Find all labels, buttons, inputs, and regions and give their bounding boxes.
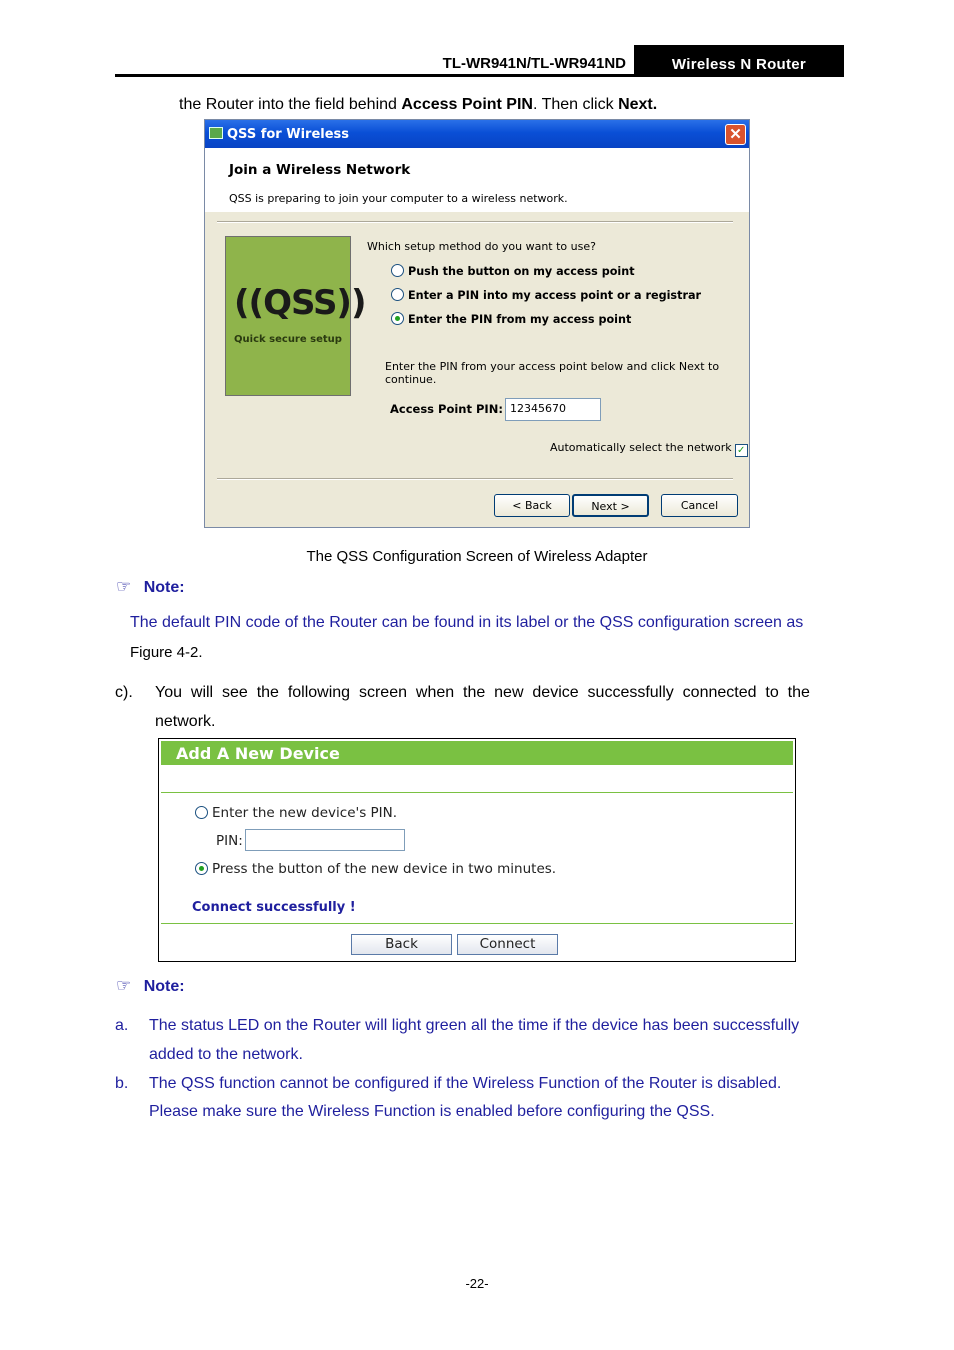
note-1-label: Note: — [143, 579, 185, 596]
qss-option-label: Enter the PIN from my access point — [408, 313, 632, 326]
intro-bold-2: Next. — [618, 96, 658, 113]
qss-option-enter-pin-from-ap[interactable] — [391, 312, 631, 328]
figure-caption: The QSS Configuration Screen of Wireless Adapter — [306, 548, 648, 565]
cancel-button[interactable]: Cancel — [661, 494, 738, 517]
qss-window-title: QSS for Wireless — [227, 127, 350, 142]
add-device-panel — [158, 738, 796, 962]
qss-option-enter-pin-into-ap[interactable] — [391, 288, 701, 304]
device-pin-label: PIN: — [216, 833, 243, 849]
pointing-hand-icon: ☞ — [116, 577, 132, 596]
add-device-title-bar — [161, 741, 793, 765]
qss-instruction: Enter the PIN from your access point below and click Next to continue. — [385, 360, 720, 386]
back-button[interactable]: < Back — [494, 494, 570, 517]
intro-text-1: the Router into the field behind — [179, 96, 402, 113]
qss-subheading: QSS is preparing to join your computer to a wireless network. — [229, 192, 568, 205]
qss-option-label: Enter a PIN into my access point or a registrar — [408, 289, 702, 302]
device-pin-input[interactable] — [245, 829, 405, 851]
intro-paragraph — [179, 94, 657, 116]
qss-logo-panel — [225, 236, 366, 396]
note-1-header — [116, 577, 185, 597]
qss-logo-tagline: Quick secure setup — [234, 334, 342, 345]
add-device-title: Add A New Device — [176, 744, 340, 763]
qss-window — [204, 119, 750, 528]
auto-select-network[interactable] — [550, 441, 748, 457]
note-2-label: Note: — [143, 978, 185, 995]
note-1-text: The default PIN code of the Router can be found in its label or the QSS configuration screen as — [130, 614, 804, 631]
note-2-header — [116, 976, 185, 996]
radio-icon[interactable] — [391, 264, 404, 277]
qss-heading: Join a Wireless Network — [229, 162, 411, 178]
qss-title-bar[interactable] — [205, 120, 749, 148]
device-back-button[interactable]: Back — [351, 934, 452, 955]
note-2-item-b-marker: b. — [115, 1075, 129, 1092]
radio-icon[interactable] — [195, 806, 208, 819]
auto-select-label: Automatically select the network — [550, 441, 732, 454]
qss-app-icon — [209, 127, 223, 139]
qss-separator-bottom — [217, 478, 733, 480]
note-2-item-a-marker: a. — [115, 1017, 129, 1034]
step-c-line-2: network. — [155, 713, 216, 730]
qss-question: Which setup method do you want to use? — [367, 240, 596, 253]
device-connect-button[interactable]: Connect — [457, 934, 558, 955]
note-2-item-a-line-2: added to the network. — [149, 1046, 303, 1063]
note-2-item-b-line-2: Please make sure the Wireless Function is enabled before configuring the QSS. — [149, 1103, 715, 1120]
qss-header — [205, 148, 749, 212]
qss-option-label: Push the button on my access point — [408, 265, 635, 278]
option-enter-pin[interactable] — [195, 805, 397, 821]
add-device-divider-top — [161, 792, 793, 793]
option-push-button[interactable] — [195, 861, 556, 877]
step-c-marker: c). — [115, 684, 133, 701]
option-enter-pin-label: Enter the new device's PIN. — [212, 805, 398, 821]
note-1-figure-ref: Figure 4-2. — [130, 644, 203, 661]
header-rule — [115, 74, 844, 77]
step-c-line-1: You will see the following screen when the new device successfully connected to the — [155, 684, 810, 701]
qss-option-push-button[interactable] — [391, 264, 635, 280]
access-point-pin-input[interactable]: 12345670 — [505, 398, 601, 421]
radio-selected-icon[interactable] — [195, 862, 208, 875]
close-icon[interactable]: ✕ — [725, 124, 746, 145]
pointing-hand-icon: ☞ — [116, 976, 132, 995]
note-2-item-b-line-1: The QSS function cannot be configured if the Wireless Function of the Router is disabled. — [149, 1075, 782, 1092]
connect-status: Connect successfully ! — [192, 900, 356, 915]
radio-selected-icon[interactable] — [391, 312, 404, 325]
header-product: Wireless N Router — [634, 45, 844, 77]
page-number: -22- — [465, 1276, 489, 1291]
add-device-divider-bottom — [161, 923, 793, 924]
qss-separator-top — [217, 221, 733, 223]
option-push-button-label: Press the button of the new device in two minutes. — [212, 861, 557, 877]
checkbox-checked-icon[interactable]: ✓ — [735, 444, 748, 457]
intro-text-2: . Then click — [532, 96, 619, 113]
intro-bold-1: Access Point PIN — [401, 96, 533, 113]
radio-icon[interactable] — [391, 288, 404, 301]
note-2-item-a-line-1: The status LED on the Router will light green all the time if the device has been successfully — [149, 1017, 800, 1034]
access-point-pin-label: Access Point PIN: — [390, 402, 503, 416]
qss-logo: ((QSS)) — [234, 283, 366, 323]
next-button[interactable]: Next > — [572, 494, 649, 517]
header-model: TL-WR941N/TL-WR941ND — [442, 55, 626, 72]
